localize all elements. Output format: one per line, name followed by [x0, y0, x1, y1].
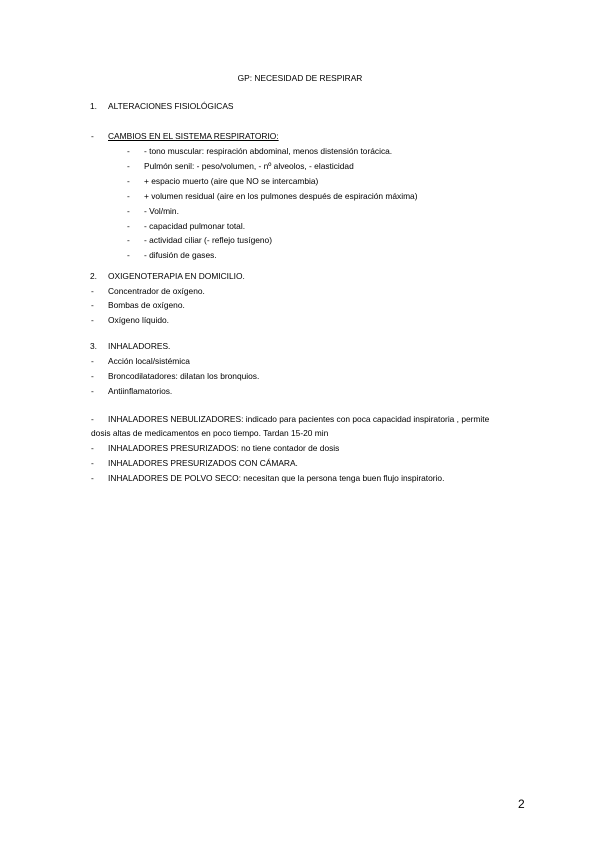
subheading: CAMBIOS EN EL SISTEMA RESPIRATORIO: — [108, 131, 279, 141]
section-number: 3. — [90, 341, 97, 351]
section-number: 2. — [90, 271, 97, 281]
bullet-dash: - — [91, 131, 94, 141]
section-heading: OXIGENOTERAPIA EN DOMICILIO. — [108, 271, 245, 281]
section-number: 1. — [90, 101, 97, 111]
section-heading: INHALADORES. — [108, 341, 171, 351]
section-heading: ALTERACIONES FISIOLÓGICAS — [108, 101, 234, 111]
page-title: GP: NECESIDAD DE RESPIRAR — [237, 73, 363, 83]
page-number: 2 — [518, 797, 525, 811]
